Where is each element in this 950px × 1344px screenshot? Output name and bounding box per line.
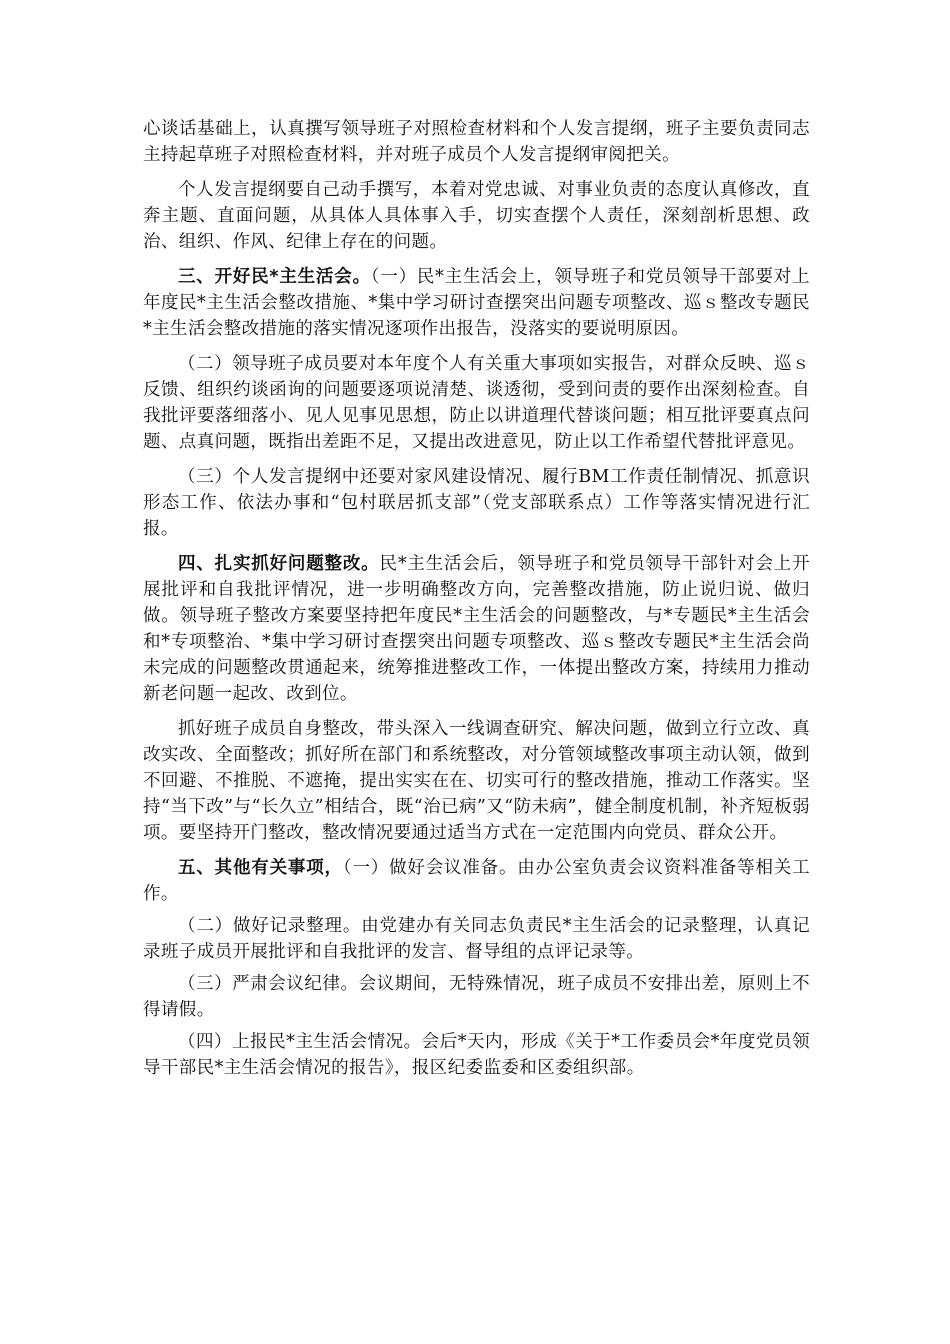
- section-heading: 四、扎实抓好问题整改。: [178, 554, 380, 574]
- section-heading: 三、开好民*主生活会。: [178, 267, 371, 287]
- paragraph-text: （三）严肃会议纪律。会议期间，无特殊情况，班子成员不安排出差，原则上不得请假。: [143, 974, 810, 1020]
- paragraph-text: 抓好班子成员自身整改，带头深入一线调查研究、解决问题，做到立行立改、真改实改、全面整改；抓好所在部门和系统整改，对分管领域整改事项主动认领，做到不回避、不推脱、不遮掩，提出实实在在、切实可行的整改措施，推动工作落实。坚持“当下改”与“长久立”相结合，既“治已病”又“防未病”，健全制度机制，补齐短板弱项。要坚持开门整改，整改情况要通过适当方式在一定范围内向党员、群众公开。: [143, 719, 810, 843]
- section-5-paragraph: [143, 855, 810, 907]
- paragraph-9: [143, 913, 810, 965]
- paragraph-5: [143, 464, 810, 542]
- paragraph-7: [143, 716, 810, 846]
- paragraph-10: [143, 971, 810, 1023]
- paragraph-text: （四）上报民*主生活会情况。会后*天内，形成《关于*工作委员会*年度党员领导干部民*主生活会情况的报告》，报区纪委监委和区委组织部。: [143, 1032, 810, 1078]
- paragraph-text: 个人发言提纲要自己动手撰写，本着对党忠诚、对事业负责的态度认真修改，直奔主题、直面问题，从具体人具体事入手，切实查摆个人责任，深刻剖析思想、政治、组织、作风、纪律上存在的问题。: [143, 180, 810, 252]
- document-body: [143, 116, 810, 1081]
- paragraph-text: 心谈话基础上，认真撰写领导班子对照检查材料和个人发言提纲，班子主要负责同志主持起草班子对照检查材料，并对班子成员个人发言提纲审阅把关。: [143, 119, 810, 165]
- paragraph-text: （一）做好会议准备。由办公室负责会议资料准备等相关工作。: [143, 858, 810, 904]
- paragraph-text: （二）领导班子成员要对本年度个人有关重大事项如实报告，对群众反映、巡ｓ反馈、组织约谈函询的问题要逐项说清楚、谈透彻，受到问责的要作出深刻检查。自我批评要落细落小、见人见事见思想，防止以讲道理代替谈问题；相互批评要真点问题、点真问题，既指出差距不足，又提出改进意见，防止以工作希望代替批评意见。: [143, 354, 810, 452]
- paragraph-1: [143, 116, 810, 168]
- paragraph-text: （二）做好记录整理。由党建办有关同志负责民*主生活会的记录整理，认真记录班子成员开展批评和自我批评的发言、督导组的点评记录等。: [143, 916, 810, 962]
- paragraph-text: （三）个人发言提纲中还要对家风建设情况、履行BM工作责任制情况、抓意识形态工作、依法办事和“包村联居抓支部”（党支部联系点）工作等落实情况进行汇报。: [143, 467, 810, 539]
- paragraph-2: [143, 177, 810, 255]
- section-3-paragraph: [143, 264, 810, 342]
- section-4-paragraph: [143, 551, 810, 707]
- paragraph-11: [143, 1029, 810, 1081]
- paragraph-4: [143, 351, 810, 455]
- paragraph-text: （一）民*主生活会上，领导班子和党员领导干部要对上年度民*主生活会整改措施、*集中学习研讨查摆突出问题专项整改、巡ｓ整改专题民*主生活会整改措施的落实情况逐项作出报告，没落实的要说明原因。: [143, 267, 810, 339]
- section-heading: 五、其他有关事项，: [178, 858, 343, 878]
- paragraph-text: 民*主生活会后，领导班子和党员领导干部针对会上开展批评和自我批评情况，进一步明确整改方向，完善整改措施，防止说归说、做归做。领导班子整改方案要坚持把年度民*主生活会的问题整改，与*专题民*主生活会和*专项整治、*集中学习研讨查摆突出问题专项整改、巡ｓ整改专题民*主生活会尚未完成的问题整改贯通起来，统筹推进整改工作，一体提出整改方案，持续用力推动新老问题一起改、改到位。: [143, 554, 810, 704]
